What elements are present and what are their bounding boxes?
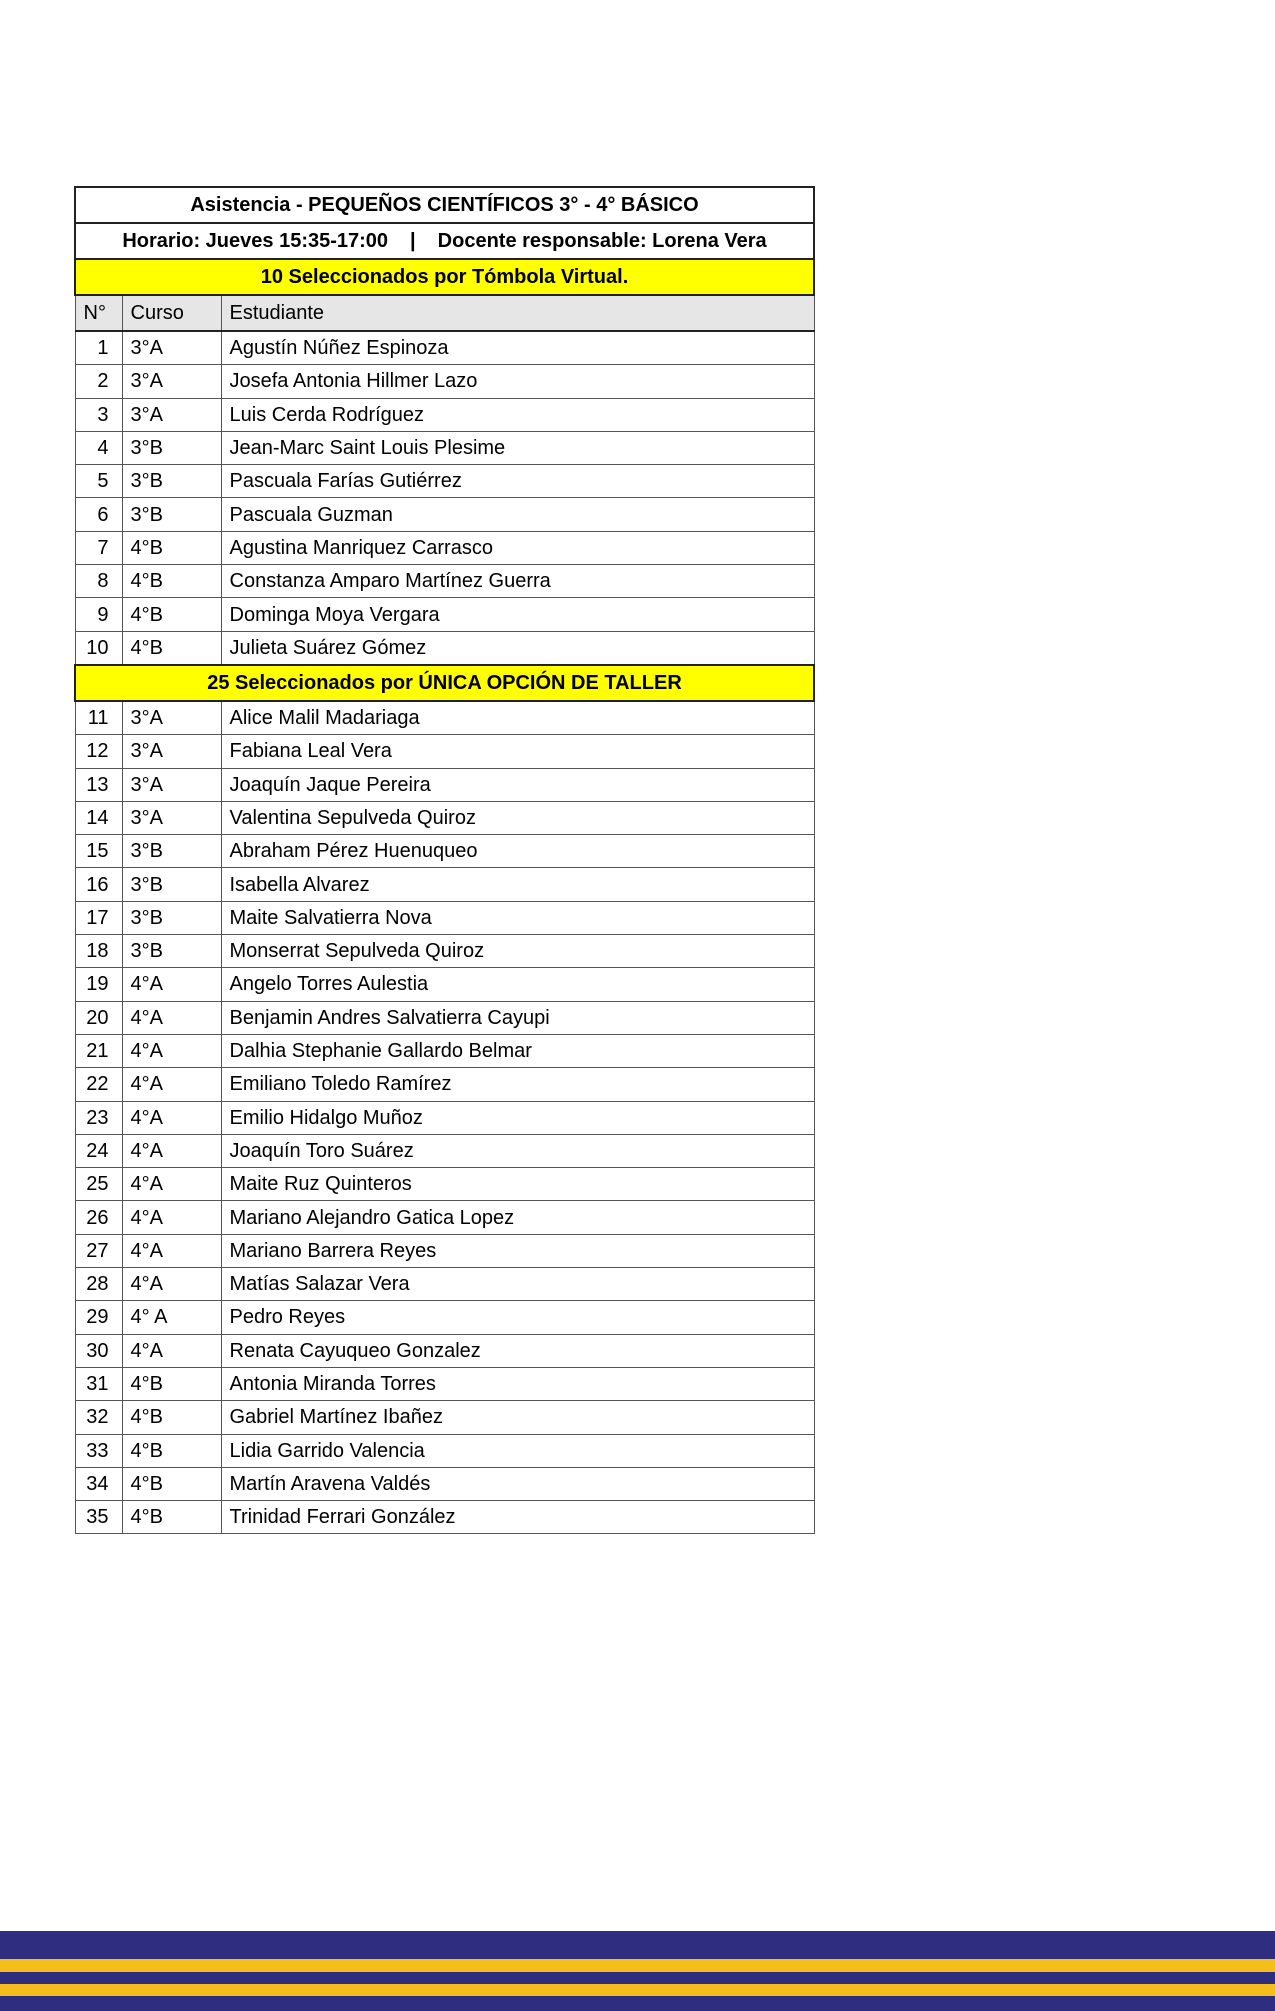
row-number: 24 bbox=[75, 1134, 122, 1167]
row-course: 4°A bbox=[122, 1034, 221, 1067]
row-number: 3 bbox=[75, 398, 122, 431]
row-number: 6 bbox=[75, 498, 122, 531]
row-student-name: Joaquín Jaque Pereira bbox=[221, 768, 814, 801]
row-number: 4 bbox=[75, 431, 122, 464]
row-number: 29 bbox=[75, 1301, 122, 1334]
row-course: 4°B bbox=[122, 1467, 221, 1500]
row-student-name: Julieta Suárez Gómez bbox=[221, 631, 814, 665]
row-number: 20 bbox=[75, 1001, 122, 1034]
row-course: 4°A bbox=[122, 1134, 221, 1167]
row-student-name: Pascuala Farías Gutiérrez bbox=[221, 465, 814, 498]
row-number: 15 bbox=[75, 835, 122, 868]
group2-label: 25 Seleccionados por ÚNICA OPCIÓN DE TALLER bbox=[75, 665, 814, 701]
group2-band-row bbox=[75, 665, 814, 701]
row-number: 12 bbox=[75, 735, 122, 768]
attendance-table-body bbox=[75, 187, 814, 1534]
row-course: 4°A bbox=[122, 1101, 221, 1134]
row-student-name: Renata Cayuqueo Gonzalez bbox=[221, 1334, 814, 1367]
table-row bbox=[75, 768, 814, 801]
row-course: 4°B bbox=[122, 1401, 221, 1434]
row-course: 4°A bbox=[122, 1334, 221, 1367]
table-row bbox=[75, 365, 814, 398]
row-student-name: Benjamin Andres Salvatierra Cayupi bbox=[221, 1001, 814, 1034]
row-number: 27 bbox=[75, 1234, 122, 1267]
row-number: 8 bbox=[75, 565, 122, 598]
table-row bbox=[75, 631, 814, 665]
row-course: 3°A bbox=[122, 398, 221, 431]
column-header-student: Estudiante bbox=[221, 295, 814, 331]
row-number: 13 bbox=[75, 768, 122, 801]
row-number: 31 bbox=[75, 1367, 122, 1400]
table-row bbox=[75, 331, 814, 365]
row-course: 4°B bbox=[122, 631, 221, 665]
row-number: 34 bbox=[75, 1467, 122, 1500]
row-course: 4°B bbox=[122, 1367, 221, 1400]
table-row bbox=[75, 735, 814, 768]
row-course: 3°A bbox=[122, 801, 221, 834]
row-number: 17 bbox=[75, 901, 122, 934]
table-row bbox=[75, 835, 814, 868]
row-number: 16 bbox=[75, 868, 122, 901]
table-row bbox=[75, 1367, 814, 1400]
table-row bbox=[75, 935, 814, 968]
footer-stripe-navy-top bbox=[0, 1931, 1275, 1959]
row-student-name: Mariano Barrera Reyes bbox=[221, 1234, 814, 1267]
row-student-name: Emilio Hidalgo Muñoz bbox=[221, 1101, 814, 1134]
row-course: 4°B bbox=[122, 598, 221, 631]
row-student-name: Agustín Núñez Espinoza bbox=[221, 331, 814, 365]
row-number: 5 bbox=[75, 465, 122, 498]
table-row bbox=[75, 398, 814, 431]
table-row bbox=[75, 1168, 814, 1201]
row-number: 18 bbox=[75, 935, 122, 968]
footer-stripe-gold-top bbox=[0, 1959, 1275, 1972]
table-row bbox=[75, 1068, 814, 1101]
teacher-text: Docente responsable: Lorena Vera bbox=[437, 230, 767, 252]
row-student-name: Antonia Miranda Torres bbox=[221, 1367, 814, 1400]
row-course: 3°B bbox=[122, 868, 221, 901]
row-course: 4°A bbox=[122, 1068, 221, 1101]
schedule-row bbox=[75, 223, 814, 259]
row-course: 3°B bbox=[122, 431, 221, 464]
row-number: 21 bbox=[75, 1034, 122, 1067]
table-row bbox=[75, 431, 814, 464]
row-course: 4°B bbox=[122, 531, 221, 564]
group1-band-row bbox=[75, 259, 814, 295]
row-student-name: Angelo Torres Aulestia bbox=[221, 968, 814, 1001]
table-row bbox=[75, 498, 814, 531]
row-course: 4°B bbox=[122, 1434, 221, 1467]
table-row bbox=[75, 465, 814, 498]
row-student-name: Maite Salvatierra Nova bbox=[221, 901, 814, 934]
column-header-course: Curso bbox=[122, 295, 221, 331]
row-student-name: Mariano Alejandro Gatica Lopez bbox=[221, 1201, 814, 1234]
row-student-name: Abraham Pérez Huenuqueo bbox=[221, 835, 814, 868]
footer-stripes bbox=[0, 1931, 1275, 2011]
table-row bbox=[75, 968, 814, 1001]
schedule-separator: | bbox=[410, 230, 416, 252]
table-row bbox=[75, 1301, 814, 1334]
row-student-name: Agustina Manriquez Carrasco bbox=[221, 531, 814, 564]
row-course: 3°A bbox=[122, 365, 221, 398]
row-student-name: Josefa Antonia Hillmer Lazo bbox=[221, 365, 814, 398]
row-number: 22 bbox=[75, 1068, 122, 1101]
row-number: 32 bbox=[75, 1401, 122, 1434]
row-course: 3°A bbox=[122, 331, 221, 365]
row-student-name: Lidia Garrido Valencia bbox=[221, 1434, 814, 1467]
row-student-name: Joaquín Toro Suárez bbox=[221, 1134, 814, 1167]
row-course: 3°B bbox=[122, 835, 221, 868]
row-course: 4° A bbox=[122, 1301, 221, 1334]
table-row bbox=[75, 868, 814, 901]
table-row bbox=[75, 1401, 814, 1434]
table-row bbox=[75, 1334, 814, 1367]
row-number: 33 bbox=[75, 1434, 122, 1467]
row-student-name: Gabriel Martínez Ibañez bbox=[221, 1401, 814, 1434]
column-header-number: N° bbox=[75, 295, 122, 331]
schedule-text: Horario: Jueves 15:35-17:00 bbox=[122, 230, 389, 252]
row-number: 14 bbox=[75, 801, 122, 834]
row-student-name: Pascuala Guzman bbox=[221, 498, 814, 531]
row-course: 3°B bbox=[122, 935, 221, 968]
row-student-name: Valentina Sepulveda Quiroz bbox=[221, 801, 814, 834]
row-course: 4°A bbox=[122, 1168, 221, 1201]
row-number: 25 bbox=[75, 1168, 122, 1201]
row-course: 3°B bbox=[122, 498, 221, 531]
table-row bbox=[75, 1134, 814, 1167]
attendance-table bbox=[74, 186, 815, 1534]
row-course: 4°B bbox=[122, 1501, 221, 1534]
table-row bbox=[75, 901, 814, 934]
table-row bbox=[75, 1201, 814, 1234]
row-number: 10 bbox=[75, 631, 122, 665]
row-student-name: Monserrat Sepulveda Quiroz bbox=[221, 935, 814, 968]
table-row bbox=[75, 1268, 814, 1301]
row-number: 19 bbox=[75, 968, 122, 1001]
row-student-name: Matías Salazar Vera bbox=[221, 1268, 814, 1301]
row-student-name: Dalhia Stephanie Gallardo Belmar bbox=[221, 1034, 814, 1067]
row-student-name: Martín Aravena Valdés bbox=[221, 1467, 814, 1500]
row-student-name: Constanza Amparo Martínez Guerra bbox=[221, 565, 814, 598]
row-student-name: Fabiana Leal Vera bbox=[221, 735, 814, 768]
row-course: 3°B bbox=[122, 901, 221, 934]
row-course: 4°B bbox=[122, 565, 221, 598]
table-row bbox=[75, 1001, 814, 1034]
row-student-name: Luis Cerda Rodríguez bbox=[221, 398, 814, 431]
row-course: 3°A bbox=[122, 768, 221, 801]
group1-label: 10 Seleccionados por Tómbola Virtual. bbox=[75, 259, 814, 295]
row-number: 23 bbox=[75, 1101, 122, 1134]
table-row bbox=[75, 1467, 814, 1500]
table-row bbox=[75, 1101, 814, 1134]
row-number: 26 bbox=[75, 1201, 122, 1234]
row-number: 11 bbox=[75, 701, 122, 735]
row-course: 3°A bbox=[122, 735, 221, 768]
table-row bbox=[75, 531, 814, 564]
row-student-name: Emiliano Toledo Ramírez bbox=[221, 1068, 814, 1101]
table-title-row bbox=[75, 187, 814, 223]
table-row bbox=[75, 1234, 814, 1267]
row-course: 3°B bbox=[122, 465, 221, 498]
row-number: 28 bbox=[75, 1268, 122, 1301]
row-number: 7 bbox=[75, 531, 122, 564]
row-student-name: Pedro Reyes bbox=[221, 1301, 814, 1334]
row-number: 30 bbox=[75, 1334, 122, 1367]
row-number: 1 bbox=[75, 331, 122, 365]
table-title: Asistencia - PEQUEÑOS CIENTÍFICOS 3° - 4° BÁSICO bbox=[75, 187, 814, 223]
table-row bbox=[75, 1434, 814, 1467]
table-row bbox=[75, 1034, 814, 1067]
row-number: 9 bbox=[75, 598, 122, 631]
footer-stripe-gold-bottom bbox=[0, 1984, 1275, 1996]
row-course: 4°A bbox=[122, 1201, 221, 1234]
table-row bbox=[75, 1501, 814, 1534]
table-row bbox=[75, 565, 814, 598]
column-header-row bbox=[75, 295, 814, 331]
table-row bbox=[75, 701, 814, 735]
table-row bbox=[75, 598, 814, 631]
row-student-name: Dominga Moya Vergara bbox=[221, 598, 814, 631]
row-course: 4°A bbox=[122, 1268, 221, 1301]
row-student-name: Isabella Alvarez bbox=[221, 868, 814, 901]
row-course: 4°A bbox=[122, 1234, 221, 1267]
row-student-name: Maite Ruz Quinteros bbox=[221, 1168, 814, 1201]
row-student-name: Jean-Marc Saint Louis Plesime bbox=[221, 431, 814, 464]
footer-stripe-navy-mid bbox=[0, 1972, 1275, 1984]
row-course: 4°A bbox=[122, 968, 221, 1001]
row-student-name: Alice Malil Madariaga bbox=[221, 701, 814, 735]
schedule-cell bbox=[75, 223, 814, 259]
row-number: 2 bbox=[75, 365, 122, 398]
footer-stripe-navy-bottom bbox=[0, 1996, 1275, 2011]
row-number: 35 bbox=[75, 1501, 122, 1534]
row-student-name: Trinidad Ferrari González bbox=[221, 1501, 814, 1534]
row-course: 4°A bbox=[122, 1001, 221, 1034]
row-course: 3°A bbox=[122, 701, 221, 735]
table-row bbox=[75, 801, 814, 834]
